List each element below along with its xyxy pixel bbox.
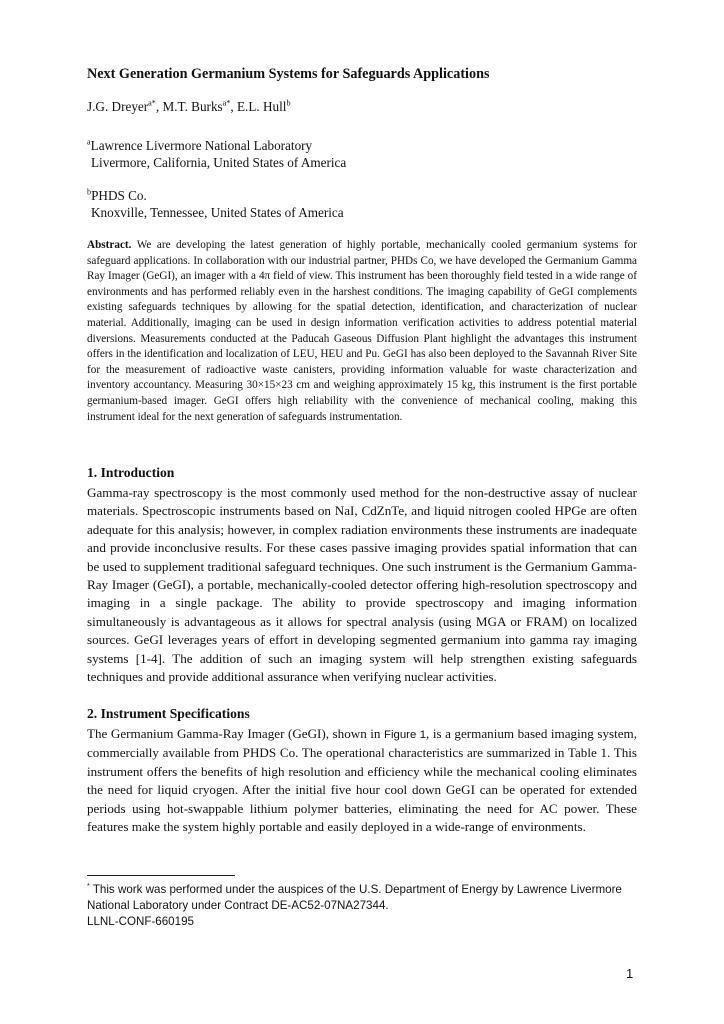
abstract-text: We are developing the latest generation of highly portable, mechanically cooled germanium systems for safeguard applications. In collaboration with our industrial partner, PHDs Co, we have developed the Germanium Gamma Ray Imager (GeGI), an imager with a 4π field of view. This instrument has been thoroughly field tested in a wide range of environments and has performed reliably even in the harshest conditions. The imaging capability of GeGI complements existing safeguards techniques by allowing for the spatial detection, identification, and characterization of nuclear material. Additionally, imaging can be used in design information verification activities to address potential material diversions. Measurements conducted at the Paducah Gaseous Diffusion Plant highlight the advantages this instrument offers in the identification and localization of LEU, HEU and Pu. GeGI has also been deployed to the Savannah River Site for the measurement of radioactive waste canisters, providing information valuable for waste characterization and inventory accountancy. Measuring 30×15×23 cm and weighing approximately 15 kg, this instrument is the first portable germanium-based imager. GeGI offers high reliability with the convenience of mechanical cooling, making this instrument ideal for the next generation of safeguards instrumentation. <box>87 239 637 423</box>
footnote-divider <box>87 875 235 876</box>
author-name: J.G. Dreyer <box>87 99 149 114</box>
affiliation-location: Knoxville, Tennessee, United States of America <box>91 205 344 220</box>
report-id: LLNL-CONF-660195 <box>87 915 194 928</box>
section-body-instrument-specifications <box>87 725 637 836</box>
author-affiliation-mark: a* <box>222 98 231 108</box>
footnote-text: This work was performed under the auspices of the U.S. Department of Energy by Lawrence Livermore National Laboratory under Contract DE-AC52-07NA27344. <box>87 883 622 912</box>
paragraph-text: , is a germanium based imaging system, commercially available from PHDS Co. The operational characteristics are summarized in Table 1. This instrument offers the benefits of high resolution and efficiency while the mechanical cooling eliminates the need for liquid cryogen. After the initial five hour cool down GeGI can be operated for extended periods using hot-swappable lithium polymer batteries, eliminating the need for AC power. These features make the system highly portable and easily deployed in a wide-range of environments. <box>87 726 637 835</box>
author-name: M.T. Burks <box>162 99 223 114</box>
abstract <box>87 238 637 425</box>
author-affiliation-mark: a* <box>148 98 156 108</box>
page-number: 1 <box>626 966 634 981</box>
abstract-label: Abstract. <box>87 239 132 251</box>
affiliation-name: PHDS Co. <box>91 188 147 203</box>
paper-title: Next Generation Germanium Systems for Safeguards Applications <box>87 66 490 82</box>
affiliation-mark: a <box>87 137 91 147</box>
author-name: E.L. Hull <box>236 99 287 114</box>
author-list: J.G. Dreyer$^{a*}$, M.T. Burks$^{a*}$, E.L. Hull$^b$ <box>87 98 291 114</box>
figure-reference-link[interactable]: Figure 1 <box>384 729 427 741</box>
affiliation-name: Lawrence Livermore National Laboratory <box>90 138 313 153</box>
author-affiliation-mark: b <box>286 98 291 108</box>
affiliation-b <box>87 187 344 221</box>
section-heading-introduction: 1. Introduction <box>87 465 175 480</box>
section-heading-instrument-specifications: 2. Instrument Specifications <box>87 706 250 721</box>
affiliation-a <box>87 137 346 171</box>
affiliation-location: Livermore, California, United States of America <box>91 155 347 170</box>
footnote <box>87 882 647 930</box>
affiliation-mark: b <box>87 187 92 197</box>
paragraph-text: The Germanium Gamma-Ray Imager (GeGI), shown in <box>87 726 381 741</box>
section-body-introduction: Gamma-ray spectroscopy is the most commonly used method for the non-destructive assay of nuclear materials. Spectroscopic instruments based on NaI, CdZnTe, and liquid nitrogen cooled HPGe are often adequate for this analysis; however, in complex radiation environments these instruments are inadequate and provide inconclusive results. For these cases passive imaging provides spatial information that can be used to supplement traditional safeguard techniques. One such instrument is the Germanium Gamma-Ray Imager (GeGI), a portable, mechanically-cooled detector offering high-resolution spectroscopy and imaging in a single package. The ability to provide spectroscopy and imaging information simultaneously is advantageous as it allows for spectral analysis (using MGA or FRAM) on localized sources. GeGI leverages years of effort in developing segmented germanium into gamma ray imaging systems [1-4]. The addition of such an imaging system will help strengthen existing safeguards techniques and provide additional assurance when verifying nuclear activities. <box>87 485 637 685</box>
footnote-mark: * <box>87 881 90 891</box>
